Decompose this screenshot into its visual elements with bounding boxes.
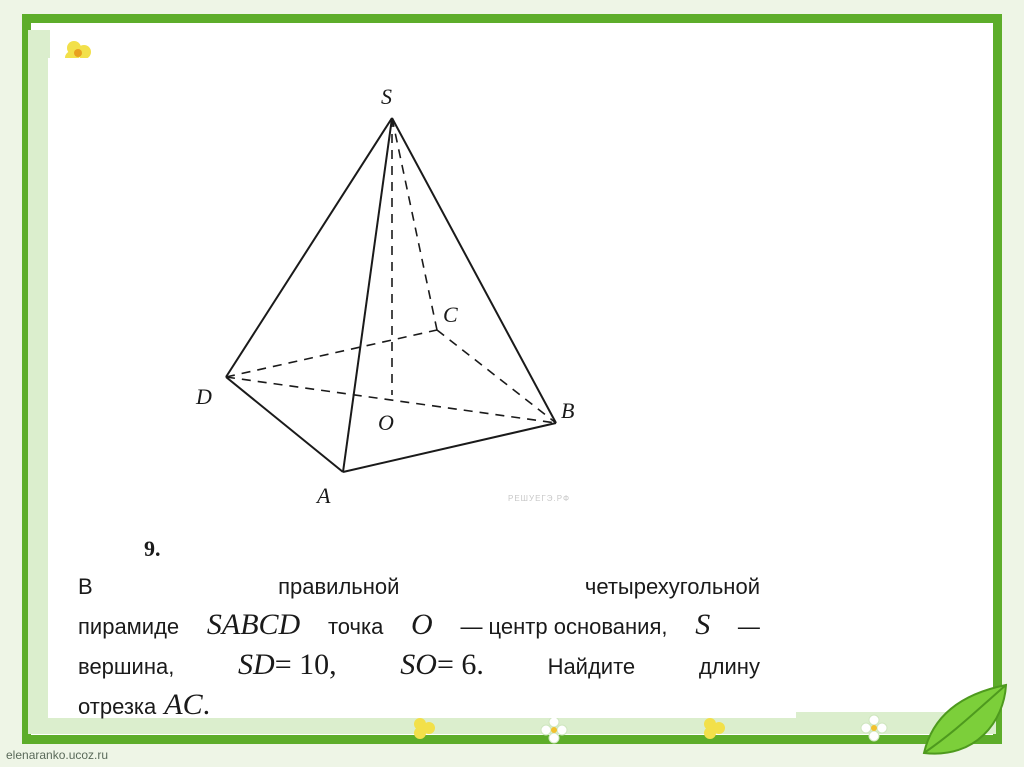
problem-line-1 <box>78 568 760 606</box>
word: — центр основания, <box>460 614 668 639</box>
word: правильной <box>278 574 400 599</box>
edge-AB <box>343 423 556 472</box>
math-point-o: O <box>411 608 433 641</box>
problem-number: 9. <box>144 536 161 561</box>
edge-SD <box>226 118 392 377</box>
period: . <box>202 688 211 721</box>
edge-SB <box>392 118 556 423</box>
word: пирамиде <box>78 614 180 639</box>
math-sd: SD <box>238 648 275 681</box>
math-so: SO <box>400 648 437 681</box>
vertex-label-C: C <box>443 302 458 327</box>
math-ac: AC <box>164 688 203 721</box>
vertex-label-O: O <box>378 410 394 435</box>
edge-SC-hidden <box>392 118 437 330</box>
problem-text <box>78 530 760 726</box>
math-sd-value: = 10, <box>274 648 337 681</box>
vertex-label-B: B <box>561 398 575 423</box>
site-footer: elenaranko.ucoz.ru <box>6 748 109 762</box>
problem-line-3 <box>78 646 760 686</box>
math-pyramid: SABCD <box>206 608 301 641</box>
vertex-label-D: D <box>196 384 212 409</box>
problem-line-2 <box>78 606 760 646</box>
vertex-label-A: A <box>317 483 331 508</box>
word: — <box>737 614 760 639</box>
word: отрезка <box>78 694 157 719</box>
vertex-label-S: S <box>381 84 392 109</box>
problem-line-4 <box>78 686 760 726</box>
word: длину <box>698 654 760 679</box>
math-vertex-s: S <box>695 608 711 641</box>
watermark: РЕШУЕГЭ.РФ <box>508 494 571 503</box>
edge-DC-hidden <box>226 330 437 377</box>
word: четырехугольной <box>584 574 760 599</box>
word: точка <box>327 614 384 639</box>
word: В <box>78 574 93 599</box>
math-so-value: = 6. <box>436 648 484 681</box>
word: Найдите <box>547 654 636 679</box>
word: вершина, <box>78 654 175 679</box>
